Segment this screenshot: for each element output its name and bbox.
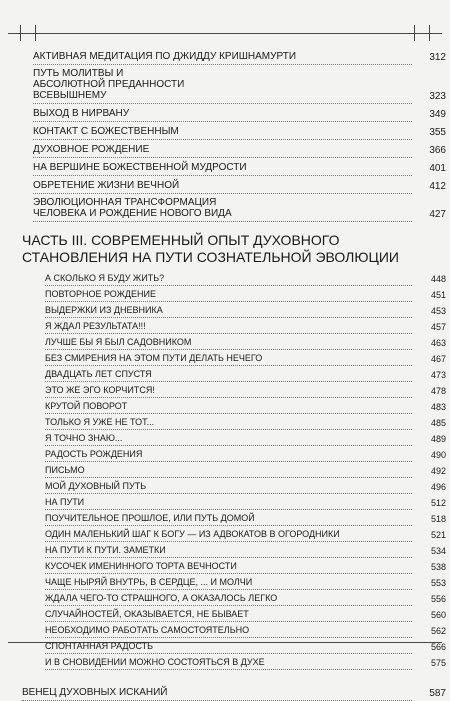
toc-entry-title: КОНТАКТ С БОЖЕСТВЕННЫМ xyxy=(33,126,179,137)
toc-entry-title: СЛУЧАЙНОСТЕЙ, ОКАЗЫВАЕТСЯ, НЕ БЫВАЕТ xyxy=(45,609,249,619)
toc-entry[interactable] xyxy=(45,638,446,654)
toc-entry[interactable] xyxy=(45,382,446,398)
toc-entry[interactable] xyxy=(33,104,446,122)
toc-entry-page: 534 xyxy=(430,546,446,556)
toc-entry-title: ЭВОЛЮЦИОННАЯ ТРАНСФОРМАЦИЯ ЧЕЛОВЕКА И РОЖДЕНИЕ НОВОГО ВИДА xyxy=(33,197,232,219)
toc-entry-page: 483 xyxy=(430,402,446,412)
toc-entry[interactable] xyxy=(45,526,446,542)
toc-entry-page: 473 xyxy=(430,370,446,380)
toc-entry-page: 401 xyxy=(429,163,446,174)
toc-entry-page: 566 xyxy=(430,642,446,652)
toc-entry[interactable] xyxy=(33,158,446,176)
toc-entry[interactable] xyxy=(45,590,446,606)
toc-entry-page: 453 xyxy=(430,306,446,316)
toc-entry-page: 457 xyxy=(430,322,446,332)
toc-entry-page: 312 xyxy=(429,52,446,63)
toc-entry-title: НА ПУТИ К ПУТИ. ЗАМЕТКИ xyxy=(45,545,166,555)
top-rule xyxy=(8,33,442,34)
toc-entry-title: МОЙ ДУХОВНЫЙ ПУТЬ xyxy=(45,481,147,491)
toc-entry-page: 489 xyxy=(430,434,446,444)
table-of-contents xyxy=(0,47,450,701)
toc-entry-page: 538 xyxy=(430,562,446,572)
toc-entry-title: ТОЛЬКО Я УЖЕ НЕ ТОТ... xyxy=(45,417,155,427)
toc-entry[interactable] xyxy=(45,574,446,590)
toc-entry[interactable] xyxy=(45,318,446,334)
toc-entry-title: ОБРЕТЕНИЕ ЖИЗНИ ВЕЧНОЙ xyxy=(33,180,180,191)
toc-entry-page: 512 xyxy=(430,498,446,508)
toc-entry-title: ОДИН МАЛЕНЬКИЙ ШАГ К БОГУ — ИЗ АДВОКАТОВ В ОГОРОДНИКИ xyxy=(45,529,340,539)
toc-entry-title: НЕОБХОДИМО РАБОТАТЬ САМОСТОЯТЕЛЬНО xyxy=(45,625,250,635)
toc-entry-title: Я ТОЧНО ЗНАЮ... xyxy=(45,433,123,443)
toc-entry[interactable] xyxy=(33,176,446,194)
toc-entry-page: 492 xyxy=(430,466,446,476)
toc-entry-page: 556 xyxy=(430,594,446,604)
toc-entry-page: 496 xyxy=(430,482,446,492)
toc-entry-page: 366 xyxy=(429,145,446,156)
toc-entry-title: КРУТОЙ ПОВОРОТ xyxy=(45,401,128,411)
toc-entry[interactable] xyxy=(45,494,446,510)
part-heading: ЧАСТЬ III. СОВРЕМЕННЫЙ ОПЫТ ДУХОВНОГО СТАНОВЛЕНИЯ НА ПУТИ СОЗНАТЕЛЬНОЙ ЭВОЛЮЦИИ xyxy=(22,232,399,265)
toc-entry[interactable] xyxy=(45,654,446,670)
toc-entry-title: ЭТО ЖЕ ЭГО КОРЧИТСЯ! xyxy=(45,385,155,395)
toc-entry-title: ЖДАЛА ЧЕГО-ТО СТРАШНОГО, А ОКАЗАЛОСЬ ЛЕГКО xyxy=(45,593,278,603)
toc-entry-title: ПОВТОРНОЕ РОЖДЕНИЕ xyxy=(45,289,156,299)
toc-entry-page: 467 xyxy=(430,354,446,364)
toc-entry[interactable] xyxy=(45,510,446,526)
toc-entry-title: ЧАЩЕ НЫРЯЙ ВНУТРЬ, В СЕРДЦЕ, ... И МОЛЧИ xyxy=(45,577,253,587)
toc-entry-final[interactable] xyxy=(22,683,446,701)
toc-entry-page: 562 xyxy=(430,626,446,636)
toc-entry[interactable] xyxy=(45,462,446,478)
toc-entry-page: 478 xyxy=(430,386,446,396)
toc-entry-page: 521 xyxy=(430,530,446,540)
toc-entry[interactable] xyxy=(33,194,446,222)
toc-entry-title: ВЕНЕЦ ДУХОВНЫХ ИСКАНИЙ xyxy=(22,687,168,698)
toc-entry[interactable] xyxy=(45,270,446,286)
toc-entry-title: АКТИВНАЯ МЕДИТАЦИЯ ПО ДЖИДДУ КРИШНАМУРТИ xyxy=(33,51,297,62)
toc-entry[interactable] xyxy=(33,65,446,104)
toc-entry-title: ПУТЬ МОЛИТВЫ И АБСОЛЮТНОЙ ПРЕДАННОСТИ ВСЕВЫШНЕМУ xyxy=(33,68,185,101)
toc-entry-title: СПОНТАННАЯ РАДОСТЬ xyxy=(45,641,154,651)
toc-entry-page: 560 xyxy=(430,610,446,620)
toc-entry-title: ВЫХОД В НИРВАНУ xyxy=(33,108,130,119)
toc-entry[interactable] xyxy=(45,430,446,446)
toc-entry-page: 323 xyxy=(429,91,446,102)
toc-entry-page: 485 xyxy=(430,418,446,428)
toc-entry-page: 448 xyxy=(430,274,446,284)
toc-entry-page: 412 xyxy=(429,181,446,192)
toc-entry-title: ДВАДЦАТЬ ЛЕТ СПУСТЯ xyxy=(45,369,152,379)
toc-entry[interactable] xyxy=(45,478,446,494)
toc-entry[interactable] xyxy=(45,302,446,318)
toc-entry-page: 451 xyxy=(430,290,446,300)
toc-entry-title: НА ПУТИ xyxy=(45,497,85,507)
toc-entry-page: 427 xyxy=(429,209,446,220)
toc-entry[interactable] xyxy=(45,350,446,366)
toc-entry-title: Я ЖДАЛ РЕЗУЛЬТАТА!!! xyxy=(45,321,146,331)
toc-entry[interactable] xyxy=(45,414,446,430)
toc-entry[interactable] xyxy=(45,334,446,350)
toc-entry[interactable] xyxy=(33,47,446,65)
toc-entry-page: 349 xyxy=(429,109,446,120)
toc-entry[interactable] xyxy=(33,140,446,158)
toc-entry[interactable] xyxy=(33,122,446,140)
toc-entry[interactable] xyxy=(45,366,446,382)
toc-entry-title: ДУХОВНОЕ РОЖДЕНИЕ xyxy=(33,144,150,155)
toc-entry-title: И В СНОВИДЕНИИ МОЖНО СОСТОЯТЬСЯ В ДУХЕ xyxy=(45,657,265,667)
toc-entry-title: НА ВЕРШИНЕ БОЖЕСТВЕННОЙ МУДРОСТИ xyxy=(33,162,247,173)
toc-entry-page: 490 xyxy=(430,450,446,460)
toc-entry-title: БЕЗ СМИРЕНИЯ НА ЭТОМ ПУТИ ДЕЛАТЬ НЕЧЕГО xyxy=(45,353,263,363)
toc-entry[interactable] xyxy=(45,446,446,462)
toc-entry[interactable] xyxy=(45,606,446,622)
toc-entry-page: 355 xyxy=(429,127,446,138)
toc-entry-title: ВЫДЕРЖКИ ИЗ ДНЕВНИКА xyxy=(45,305,163,315)
toc-entry-page: 553 xyxy=(430,578,446,588)
toc-entry-title: ПИСЬМО xyxy=(45,465,85,475)
toc-entry[interactable] xyxy=(45,622,446,638)
toc-entry-title: ПОУЧИТЕЛЬНОЕ ПРОШЛОЕ, ИЛИ ПУТЬ ДОМОЙ xyxy=(45,513,255,523)
toc-entry-page: 575 xyxy=(430,658,446,668)
toc-entry-title: РАДОСТЬ РОЖДЕНИЯ xyxy=(45,449,143,459)
toc-entry[interactable] xyxy=(45,286,446,302)
toc-entry[interactable] xyxy=(45,542,446,558)
toc-entry[interactable] xyxy=(45,558,446,574)
toc-entry-title: А СКОЛЬКО Я БУДУ ЖИТЬ? xyxy=(45,273,165,283)
toc-entry[interactable] xyxy=(45,398,446,414)
toc-entry-page: 587 xyxy=(429,688,446,699)
toc-entry-title: КУСОЧЕК ИМЕНИННОГО ТОРТА ВЕЧНОСТИ xyxy=(45,561,237,571)
toc-entry-page: 463 xyxy=(430,338,446,348)
toc-entry-title: ЛУЧШЕ БЫ Я БЫЛ САДОВНИКОМ xyxy=(45,337,192,347)
toc-entry-page: 518 xyxy=(430,514,446,524)
